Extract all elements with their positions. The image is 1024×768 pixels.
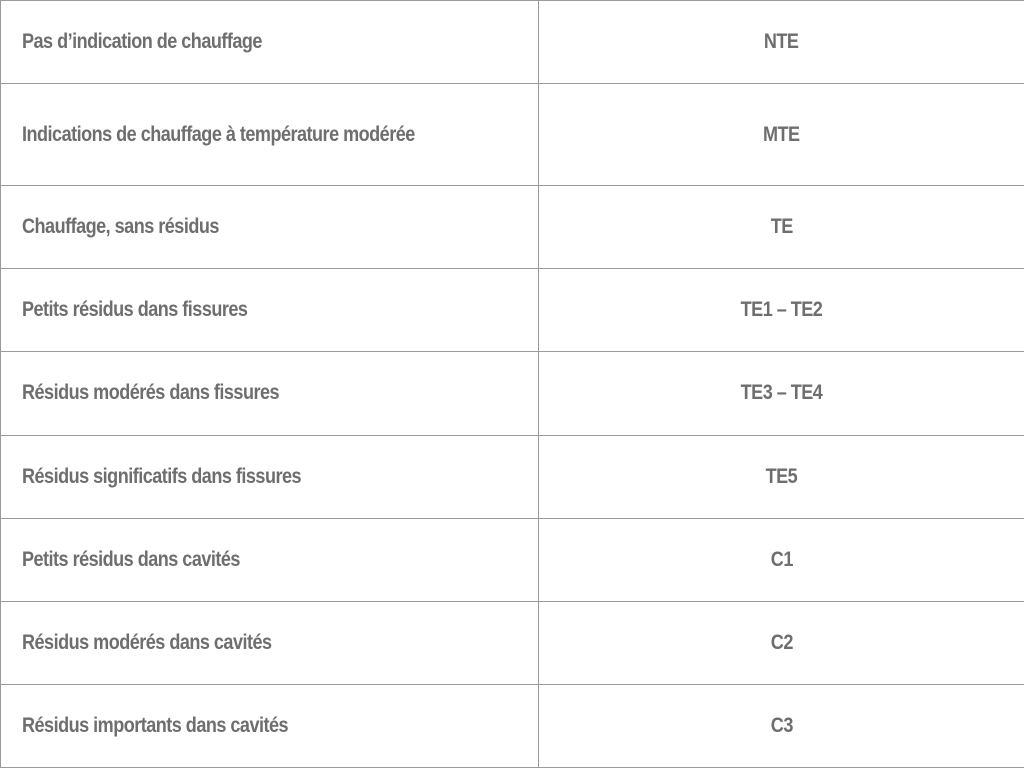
row-code: TE1 – TE2 [740,298,823,322]
row-label: Résidus significatifs dans fissures [22,464,302,488]
table-row [1,684,1024,767]
table-row [1,435,1024,518]
row-code-cell [539,435,1024,518]
row-label-cell [1,518,539,601]
row-code-cell [539,186,1024,269]
row-code-cell [539,601,1024,684]
row-code-cell [539,269,1024,352]
row-code: TE5 [765,464,798,488]
row-label: Petits résidus dans fissures [22,298,248,322]
row-label-cell [1,601,539,684]
row-code-cell [539,684,1024,767]
table-row [1,1,1024,84]
row-label: Résidus modérés dans fissures [22,381,280,405]
row-label: Résidus importants dans cavités [22,713,289,737]
row-label: Pas d’indication de chauffage [22,30,262,54]
row-label-cell [1,435,539,518]
row-code: C1 [770,547,793,571]
row-code-cell [539,84,1024,186]
row-label-cell [1,186,539,269]
table-row [1,186,1024,269]
row-code: C3 [770,713,793,737]
row-label-cell [1,352,539,435]
table-row [1,84,1024,186]
row-code: TE [770,215,793,239]
row-code-cell [539,1,1024,84]
table-row [1,352,1024,435]
row-code-cell [539,518,1024,601]
row-label-cell [1,684,539,767]
row-label: Chauffage, sans résidus [22,215,219,239]
row-code: MTE [763,122,800,146]
row-label-cell [1,1,539,84]
row-code-cell [539,352,1024,435]
table-row [1,269,1024,352]
table-row [1,518,1024,601]
row-label: Indications de chauffage à température modérée [22,122,415,146]
table-row [1,601,1024,684]
row-code: TE3 – TE4 [740,381,823,405]
row-label: Résidus modérés dans cavités [22,630,272,654]
row-label: Petits résidus dans cavités [22,547,240,571]
row-code: C2 [770,630,793,654]
row-label-cell [1,269,539,352]
row-label-cell [1,84,539,186]
row-code: NTE [764,30,799,54]
